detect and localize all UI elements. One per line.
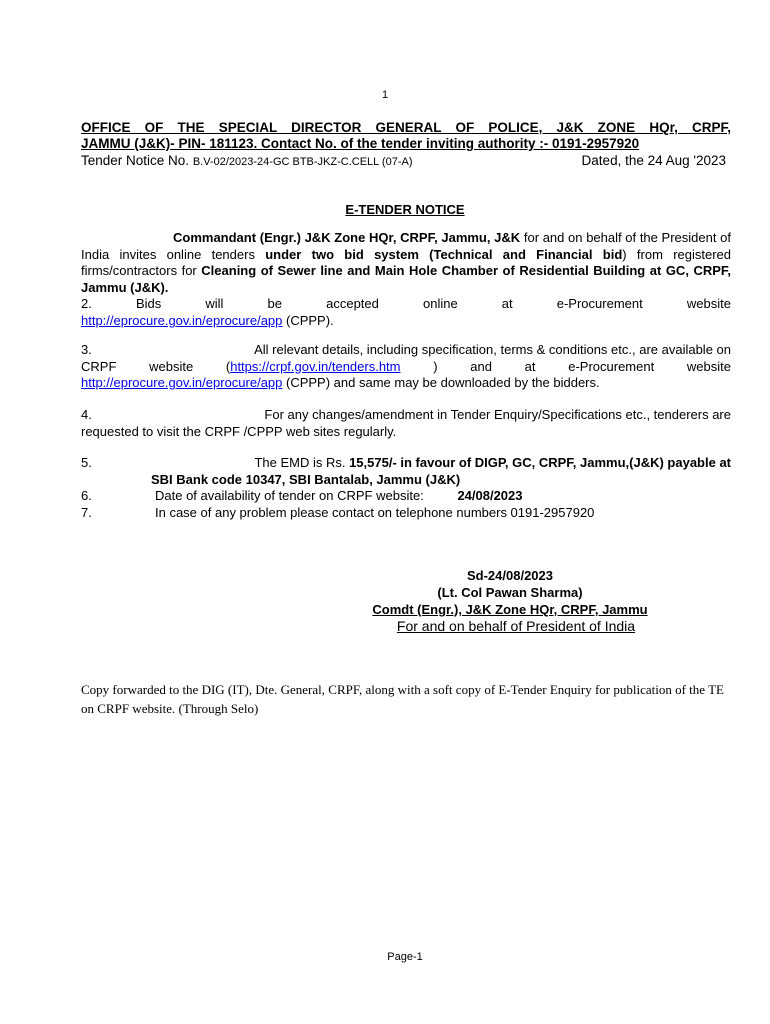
page-footer: Page-1 [387,951,423,963]
para5-line2: SBI Bank code 10347, SBI Bantalab, Jammu (J&K) [151,471,461,487]
para3-suffix: (CPPP) and same may be downloaded by the bidders. [282,375,600,391]
notice-title: E-TENDER NOTICE [345,202,465,217]
signatory-designation: Comdt (Engr.), J&K Zone HQr, CRPF, Jammu [372,602,648,617]
copy-forwarded: Copy forwarded to the DIG (IT), Dte. General, CRPF, along with a soft copy of E-Tender Enquiry for publication of the TE on CRPF website. (Through Selo) [81,682,724,716]
bid-system: under two bid system (Technical and Financial bid [265,246,623,262]
para2-suffix: (CPPP). [282,312,334,328]
para2-word: will [205,296,224,312]
para6-num: 6. [81,488,92,504]
para1-text-b: ) from registered firms/contractors for [81,246,731,279]
para3-num: 3. [81,342,92,357]
work-description: Cleaning of Sewer line and Main Hole Chamber of Residential Building at GC, CRPF, Jammu (J&K). [81,263,732,295]
page-number: 1 [381,89,389,101]
para3-word: ( [225,358,231,374]
para2-word: be [267,296,282,312]
authority: Commandant (Engr.) J&K Zone HQr, CRPF, Jammu, J&K [173,230,521,245]
tender-date: Dated, the 24 Aug '2023 [581,153,726,168]
para7-text: In case of any problem please contact on telephone numbers 0191-2957920 [155,504,595,520]
para3-line1: All relevant details, including specification, terms & conditions etc., are available on [254,342,731,357]
signatory-behalf: For and on behalf of President of India [396,618,636,634]
para2-word: at [501,296,513,312]
office-line-1: OFFICE OF THE SPECIAL DIRECTOR GENERAL OF POLICE, J&K ZONE HQr, CRPF, [81,120,731,135]
para2-word: website [686,296,731,312]
para3-word: CRPF [81,358,117,374]
cppp-link[interactable]: http://eprocure.gov.in/eprocure/app [81,312,283,328]
para1-text-a: for and on behalf of the President of India invites online tenders [81,230,731,262]
cppp-link-2[interactable]: http://eprocure.gov.in/eprocure/app [81,375,283,391]
paragraph-4 [81,407,731,440]
signature-block [330,567,690,635]
signatory-name: (Lt. Col Pawan Sharma) [437,585,583,600]
para4-num: 4. [81,407,92,422]
emd-amount: 15,575/- in favour of DIGP, GC, CRPF, Jammu,(J&K) payable at [349,455,731,470]
paragraphs-5-7 [81,455,731,521]
para2-word: e-Procurement [556,296,643,312]
para3-word: e-Procurement [568,358,655,374]
para2-word: accepted [326,296,379,312]
para7-num: 7. [81,504,92,520]
availability-date: 24/08/2023 [457,488,523,504]
paragraph-3 [81,342,731,392]
para3-word: at [524,358,536,374]
paragraph-1 [81,230,731,330]
crpf-tenders-link[interactable]: https://crpf.gov.in/tenders.htm [230,358,401,374]
para2-num: 2. [81,296,92,312]
office-header [81,120,731,152]
para5-text: The EMD is Rs. [254,455,350,470]
paragraph-2 [81,296,731,313]
para2-word: Bids [135,296,162,312]
office-line-2: JAMMU (J&K)- PIN- 181123. Contact No. of the tender inviting authority :- 0191-2957920 [81,136,640,151]
para2-word: online [422,296,458,312]
para5-num: 5. [81,455,92,470]
para3-word: and [470,358,492,374]
para3-word: website [149,358,194,374]
tender-number: B.V-02/2023-24-GC BTB-JKZ-C.CELL (07-A) [192,156,413,168]
signature-date: Sd-24/08/2023 [466,568,553,583]
para3-word: ) [433,358,438,374]
para6-text: Date of availability of tender on CRPF website: [155,488,424,504]
para3-word: website [686,358,731,374]
tender-notice-line [81,152,731,171]
para4-line2: requested to visit the CRPF /CPPP web sites regularly. [81,423,397,439]
para4-line1: For any changes/amendment in Tender Enquiry/Specifications etc., tenderers are [264,407,731,422]
tender-label: Tender Notice No. [81,153,190,168]
